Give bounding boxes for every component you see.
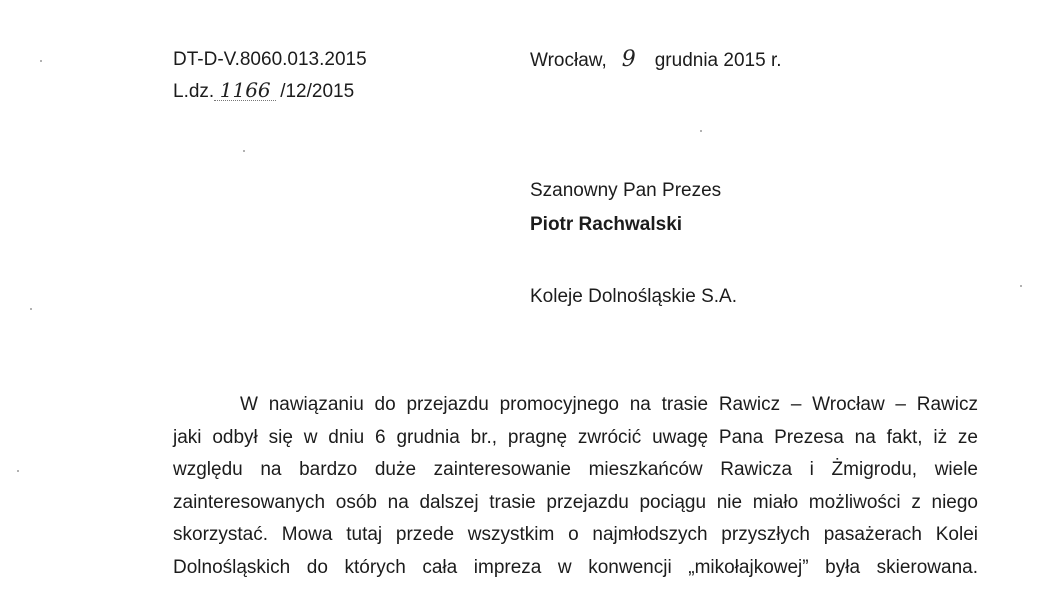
scan-speck — [1020, 285, 1022, 287]
ldz-line — [173, 80, 354, 104]
recipient-name: Piotr Rachwalski — [530, 214, 683, 235]
cut-off-top-line — [170, 0, 760, 4]
recipient-company: Koleje Dolnośląskie S.A. — [530, 286, 737, 307]
body-line: zainteresowanych osób na dalszej trasie przejazdu pociągu nie miało możliwości z niego — [173, 491, 978, 513]
handwritten-day: 9 — [621, 47, 636, 72]
cut-off-bottom-line — [173, 574, 978, 590]
ldz-suffix: /12/2015 — [280, 81, 355, 102]
scan-speck — [17, 470, 19, 472]
body-line: względu na bardzo duże zainteresowanie mieszkańców Rawicza i Żmigrodu, wiele — [173, 459, 978, 480]
case-number: DT-D-V.8060.013.2015 — [173, 49, 367, 70]
body-line: jaki odbył się w dniu 6 grudnia br., pragnę zwrócić uwagę Pana Prezesa na fakt, iż ze — [173, 426, 978, 448]
scan-speck — [243, 150, 245, 152]
body-line: Dolnośląskich do których cała impreza w konwencji „mikołajkowej” była skierowana. — [173, 556, 978, 578]
scan-speck — [40, 60, 42, 62]
ldz-prefix: L.dz. — [173, 81, 215, 102]
salutation: Szanowny Pan Prezes — [530, 180, 722, 201]
place: Wrocław, — [530, 50, 607, 71]
scan-speck — [700, 130, 702, 132]
ldz-handwritten-number: 1166 — [214, 80, 276, 101]
scan-speck — [30, 308, 32, 310]
date-rest: grudnia 2015 r. — [654, 50, 782, 71]
body-line: skorzystać. Mowa tutaj przede wszystkim o najmłodszych przyszłych pasażerach Kolei — [173, 524, 978, 545]
body-line: W nawiązaniu do przejazdu promocyjnego na trasie Rawicz – Wrocław – Rawicz — [240, 394, 978, 415]
body-paragraph — [173, 389, 978, 584]
place-date — [530, 48, 782, 73]
